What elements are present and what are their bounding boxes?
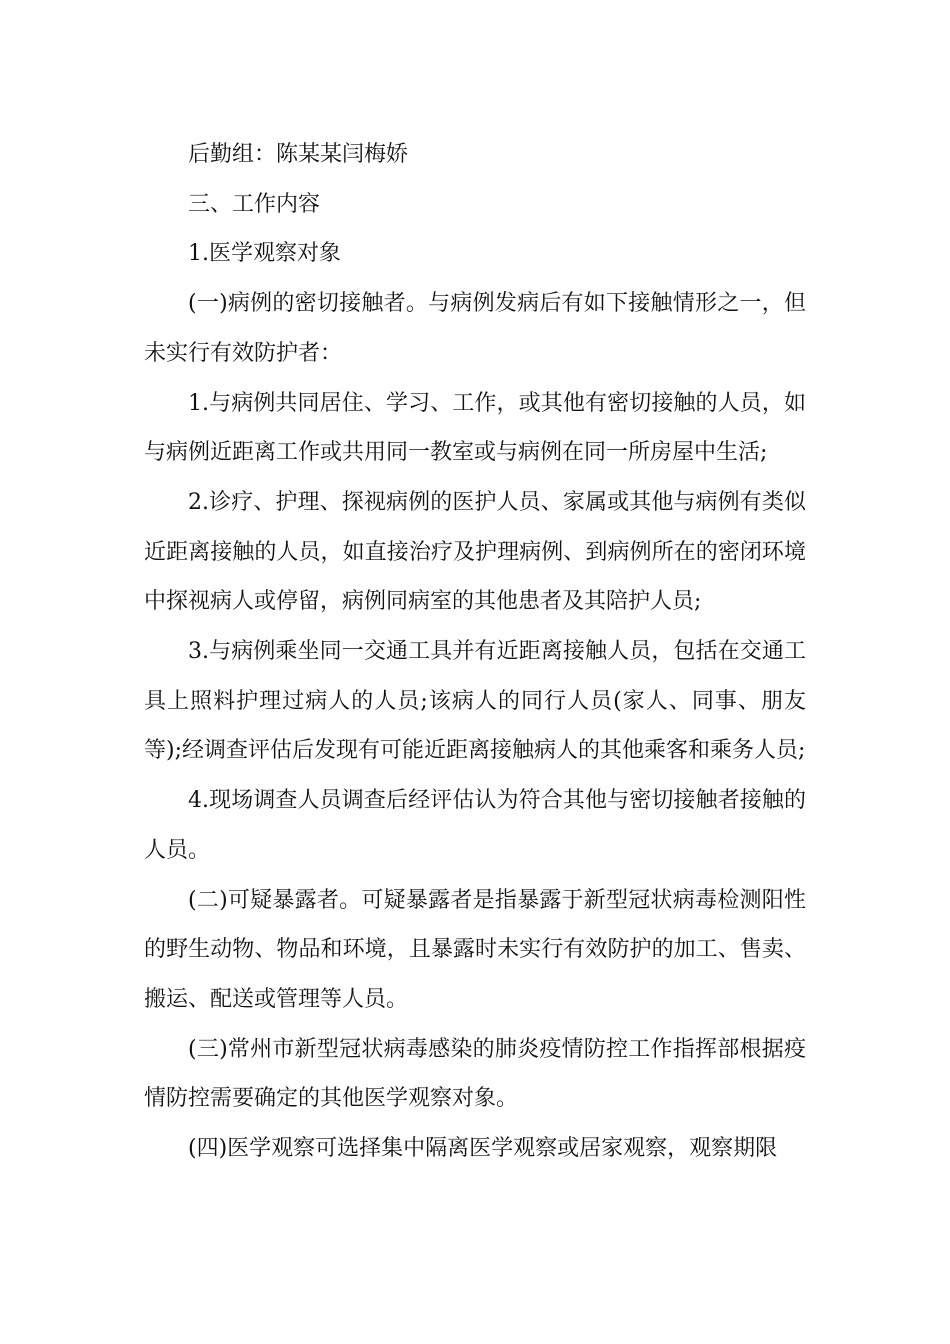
paragraph-other-targets: (三)常州市新型冠状病毒感染的肺炎疫情防控工作指挥部根据疫情防控需要确定的其他医学观察对象。: [144, 1036, 806, 1112]
paragraph-item-1: 1.与病例共同居住、学习、工作，或其他有密切接触的人员，如与病例近距离工作或共用同一教室或与病例在同一所房屋中生活;: [144, 390, 806, 466]
heading-observation-targets: 1.医学观察对象: [188, 241, 341, 267]
paragraph-suspected-exposure: (二)可疑暴露者。可疑暴露者是指暴露于新型冠状病毒检测阳性的野生动物、物品和环境，且暴露时未实行有效防护的加工、售卖、搬运、配送或管理等人员。: [144, 887, 806, 1012]
paragraph-item-2: 2.诊疗、护理、探视病例的医护人员、家属或其他与病例有类似近距离接触的人员，如直接治疗及护理病例、到病例所在的密闭环境中探视病人或停留，病例同病室的其他患者及其陪护人员;: [144, 489, 806, 615]
paragraph-close-contacts: (一)病例的密切接触者。与病例发病后有如下接触情形之一，但未实行有效防护者：: [144, 291, 806, 366]
paragraph-logistics-group: 后勤组：陈某某闫梅娇: [188, 142, 409, 167]
paragraph-item-4: 4.现场调查人员调查后经评估认为符合其他与密切接触者接触的人员。: [144, 788, 806, 863]
paragraph-observation-mode: (四)医学观察可选择集中隔离医学观察或居家观察，观察期限: [188, 1136, 778, 1162]
heading-work-content: 三、工作内容: [188, 191, 321, 217]
paragraph-item-3: 3.与病例乘坐同一交通工具并有近距离接触人员，包括在交通工具上照料护理过病人的人员;该病人的同行人员(家人、同事、朋友等);经调查评估后发现有可能近距离接触病人的其他乘客和乘务人员;: [144, 639, 806, 764]
document-body: [144, 130, 806, 1174]
